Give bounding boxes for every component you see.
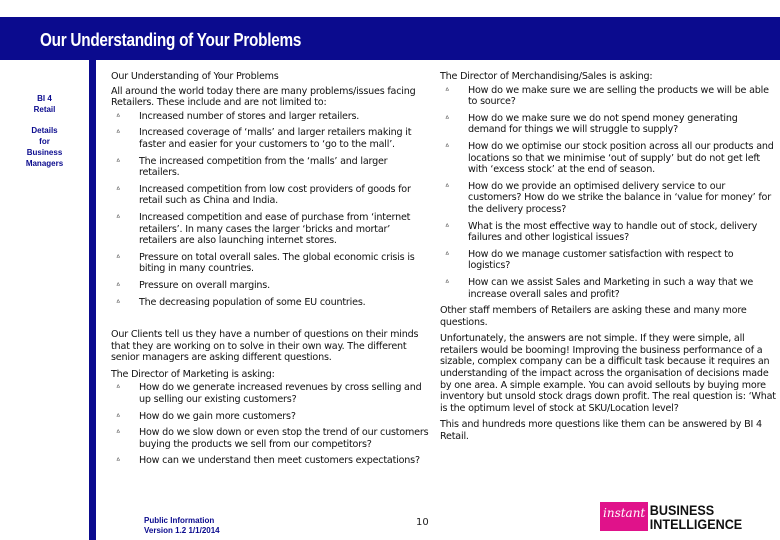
footer-info — [144, 516, 220, 536]
sidebar-details — [0, 125, 89, 169]
list-item — [111, 156, 429, 179]
bullet-icon: ᐞ — [116, 111, 121, 121]
footer-public: Public Information — [144, 516, 215, 525]
sidebar-text: BI 4 — [37, 94, 52, 103]
list-item — [440, 221, 776, 244]
list-item-text: How can we assist Sales and Marketing in such a way that we increase overall sales and profit? — [468, 276, 754, 300]
bullet-icon: ᐞ — [445, 249, 450, 259]
sidebar-text: Managers — [25, 159, 64, 168]
list-item-text: How do we make sure we are selling the products we will be able to source? — [468, 84, 769, 108]
section-heading: Our Understanding of Your Problems — [111, 71, 279, 82]
bullet-icon: ᐞ — [445, 277, 450, 287]
bullet-icon: ᐞ — [445, 141, 450, 151]
list-item-text: How do we optimise our stock position across all our products and locations so that we minimise ‘out of supply’ but do not get left with ‘excess stock’ at the end of season. — [468, 140, 774, 176]
logo-line1: BUSINESS — [650, 502, 715, 518]
list-item-text: Increased number of stores and larger retailers. — [139, 110, 360, 122]
list-item-text: Pressure on overall margins. — [139, 279, 270, 291]
list-item — [440, 85, 776, 108]
sidebar-text: Business — [26, 148, 63, 157]
list-item — [111, 252, 429, 275]
merch-heading: The Director of Merchandising/Sales is asking: — [440, 71, 653, 82]
list-item — [111, 280, 429, 292]
list-item — [111, 111, 429, 123]
sidebar-text: Retail — [33, 105, 56, 114]
bullet-icon: ᐞ — [116, 428, 121, 438]
list-item-text: Pressure on total overall sales. The global economic crisis is biting in many countries. — [139, 251, 415, 275]
bullet-icon: ᐞ — [116, 280, 121, 290]
closing-text: This and hundreds more questions like them can be answered by BI 4 Retail. — [440, 419, 762, 443]
list-item-text: Increased competition and ease of purchase from ‘internet retailers’. In many cases the larger ‘bricks and mortar’ retailers are also launching internet stores. — [139, 211, 411, 247]
list-item — [111, 382, 429, 405]
footer-version: Version 1.2 1/1/2014 — [144, 526, 220, 535]
other-text: Other staff members of Retailers are asking these and many more questions. — [440, 305, 747, 328]
list-item-text: How do we make sure we do not spend money generating demand for things we will struggle to supply? — [468, 112, 738, 136]
clients-text: Our Clients tell us they have a number of questions on their minds that they are working on to solve in their own way. The different senior managers are asking different questions. — [111, 329, 419, 364]
intro-text: All around the world today there are many problems/issues facing Retailers. These include and are not limited to: — [111, 85, 416, 109]
list-item-text: How do we generate increased revenues by cross selling and up selling our existing customers? — [139, 382, 422, 406]
bullet-icon: ᐞ — [116, 411, 121, 421]
bullet-icon: ᐞ — [116, 184, 121, 194]
list-item-text: How can we understand then meet customers expectations? — [139, 455, 420, 467]
list-item-text: How do we slow down or even stop the trend of our customers buying the products we sell from our competitors? — [139, 427, 429, 450]
bullet-icon: ᐞ — [445, 113, 450, 123]
list-item — [440, 141, 776, 176]
list-item-text: The decreasing population of some EU countries. — [139, 296, 366, 308]
bullet-icon: ᐞ — [445, 221, 450, 231]
bullet-icon: ᐞ — [116, 456, 121, 466]
list-item — [111, 427, 429, 450]
bullet-icon: ᐞ — [116, 156, 121, 166]
list-item-text: How do we provide an optimised delivery service to our customers? How do we strike the balance in ‘value for money’ for the delivery process? — [468, 180, 771, 215]
marketing-list — [111, 382, 429, 467]
list-item — [440, 249, 776, 272]
list-item — [111, 212, 429, 247]
sidebar-text: for — [39, 137, 50, 146]
left-column — [111, 71, 429, 472]
bullet-icon: ᐞ — [445, 181, 450, 191]
list-item-text: Increased competition from low cost providers of goods for retail such as China and India. — [139, 183, 411, 207]
list-item — [111, 127, 429, 150]
bullet-icon: ᐞ — [116, 128, 121, 138]
sidebar-text: Details — [31, 126, 58, 135]
list-item — [111, 455, 429, 467]
bullet-icon: ᐞ — [116, 252, 121, 262]
right-column — [440, 71, 776, 448]
list-item — [111, 297, 429, 309]
unfortunately-text: Unfortunately, the answers are not simple. If they were simple, all retailers would be booming! Improving the business performance of a sizable, complex company can be a difficult task because it requires an understanding of the impact across the organisation of decisions made by one area. A simple example. You can avoid sellouts by buying more inventory but unsold stock drags down profit. The real question is: ‘What is the optimum level of stock at SKU/Location level? — [440, 333, 776, 414]
sidebar-product — [0, 93, 89, 115]
title-banner — [0, 17, 780, 60]
instant-bi-logo — [600, 502, 753, 531]
bullet-icon: ᐞ — [116, 297, 121, 307]
list-item — [111, 411, 429, 423]
list-item-text: The increased competition from the ‘malls’ and larger retailers. — [139, 155, 388, 179]
bullet-icon: ᐞ — [116, 383, 121, 393]
marketing-heading: The Director of Marketing is asking: — [111, 368, 275, 380]
page-title: Our Understanding of Your Problems — [40, 30, 302, 50]
logo-text — [648, 502, 742, 531]
list-item-text: How do we gain more customers? — [139, 410, 296, 422]
list-item — [440, 113, 776, 136]
logo-instant: instant — [600, 502, 648, 531]
page-number: 10 — [416, 517, 429, 528]
bullet-icon: ᐞ — [116, 212, 121, 222]
list-item-text: Increased coverage of ‘malls’ and larger retailers making it faster and easier for your customers to ‘go to the mall’. — [139, 127, 412, 150]
vertical-divider — [89, 60, 96, 540]
problems-list — [111, 111, 429, 308]
list-item-text: What is the most effective way to handle out of stock, delivery failures and other logistical issues? — [468, 220, 758, 244]
bullet-icon: ᐞ — [445, 85, 450, 95]
list-item — [440, 181, 776, 216]
logo-line2: INTELLIGENCE — [650, 516, 743, 532]
list-item — [440, 277, 776, 300]
list-item-text: How do we manage customer satisfaction with respect to logistics? — [468, 248, 734, 272]
list-item — [111, 184, 429, 207]
merch-list — [440, 85, 776, 301]
